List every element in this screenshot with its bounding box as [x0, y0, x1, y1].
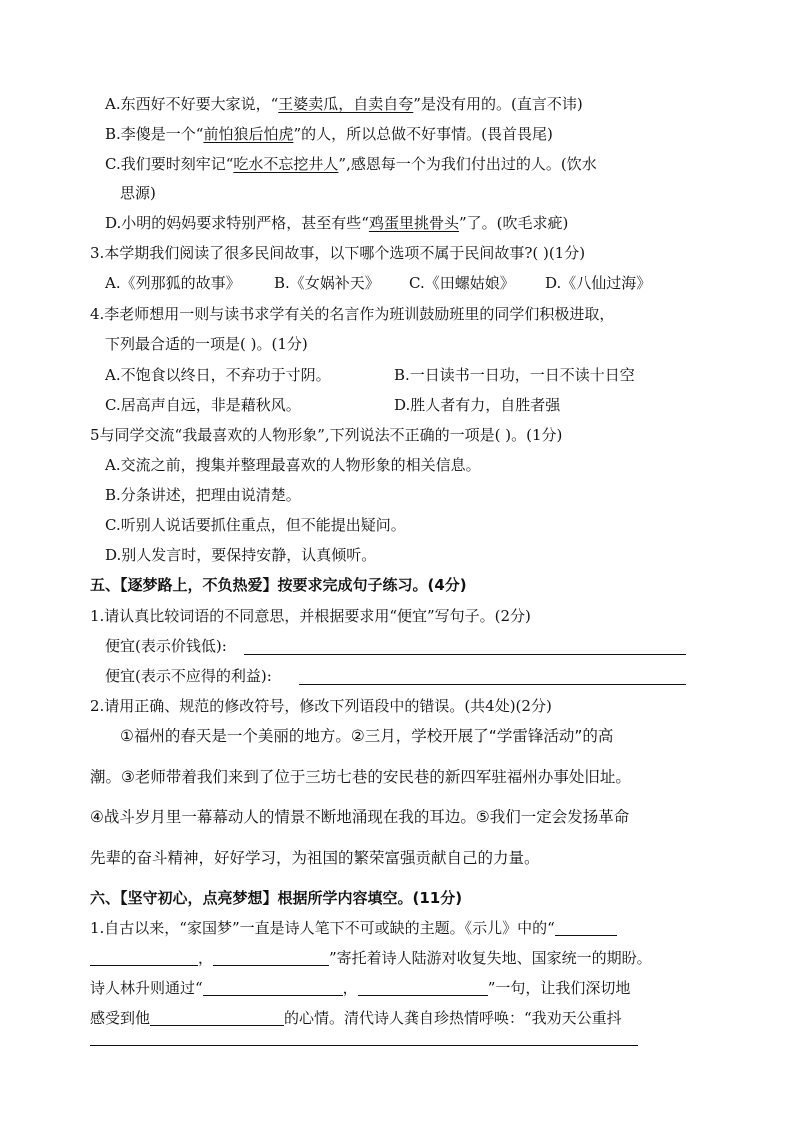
fill-blank-5[interactable]	[150, 1011, 284, 1026]
q2-b-underlined-phrase: 前怕狼后怕虎	[203, 125, 294, 143]
section6-q1-line2	[90, 951, 652, 966]
q4-stem-line1: 4.李老师想用一则与读书求学有关的名言作为班训鼓励班里的同学们积极进取，	[90, 305, 615, 323]
q2-c-continuation: 思源)	[120, 184, 156, 202]
q2-a-underlined-phrase: 王婆卖瓜，自卖自夸	[278, 95, 414, 113]
q3-stem: 3.本学期我们阅读了很多民间故事，以下哪个选项不属于民间故事?( )(1分)	[90, 244, 586, 262]
q5-stem: 5与同学交流“我最喜欢的人物形象”,下列说法不正确的一项是( )。(1分)	[90, 426, 563, 444]
section5-q1b-answer-line[interactable]	[299, 684, 686, 685]
section6-l3-text-c: ”一句，让我们深切地	[487, 979, 631, 997]
section5-paragraph-line2: 潮。③老师带着我们来到了位于三坊七巷的安民巷的新四军驻福州办事处旧址。	[90, 768, 631, 786]
section5-paragraph-line1: ①福州的春天是一个美丽的地方。②三月，学校开展了“学雷锋活动”的高	[120, 727, 614, 745]
fill-blank-2[interactable]	[213, 951, 329, 966]
section6-q1-line4	[90, 1011, 622, 1026]
section6-l3-text-a: 诗人林升则通过“	[90, 979, 203, 997]
q5-option-c: C.听别人说话要抓住重点，但不能提出疑问。	[105, 516, 406, 534]
q2-b-pre: B.李傻是一个“	[105, 125, 204, 143]
q2-c-post: ”,感恩每一个为我们付出过的人。(饮水	[338, 155, 597, 173]
q2-a-pre: A.东西好不好要大家说，“	[105, 95, 279, 113]
section6-l2-text: ”寄托着诗人陆游对收复失地、国家统一的期盼。	[329, 949, 652, 967]
q2-option-c	[105, 157, 597, 172]
section5-paragraph-line3: ④战斗岁月里一幕幕动人的情景不断地涌现在我的耳边。⑤我们一定会发扬革命	[90, 808, 630, 826]
section5-q1-stem: 1.请认真比较词语的不同意思，并根据要求用“便宜”写句子。(2分)	[90, 607, 531, 625]
section6-title: 六、【坚守初心，点亮梦想】根据所学内容填空。(11分)	[90, 889, 463, 907]
fill-blank-6[interactable]	[90, 1045, 638, 1046]
q4-stem-line2: 下列最合适的一项是( )。(1分)	[105, 335, 308, 353]
section5-q1b-label: 便宜(表示不应得的利益):	[105, 667, 272, 685]
q4-option-d: D.胜人者有力，自胜者强	[394, 396, 561, 414]
section6-q1-line3	[90, 981, 630, 996]
q4-option-a: A.不饱食以终日，不弃功于寸阴。	[105, 366, 331, 384]
section6-q1-line1	[90, 921, 617, 936]
q4-option-b: B.一日读书一日功，一日不读十日空	[394, 366, 635, 384]
section5-q2-stem: 2.请用正确、规范的修改符号，修改下列语段中的错误。(共4处)(2分)	[90, 697, 552, 715]
q2-c-pre: C.我们要时刻牢记“	[105, 155, 234, 173]
section6-l3-comma: ，	[342, 979, 358, 997]
section6-l2-comma: ，	[198, 949, 214, 967]
q2-c-underlined-phrase: 吃水不忘挖井人	[233, 155, 339, 173]
q2-b-post: ”的人，所以总做不好事情。(畏首畏尾)	[293, 125, 553, 143]
q2-a-post: ”是没有用的。(直言不讳)	[413, 95, 583, 113]
q2-d-underlined-phrase: 鸡蛋里挑骨头	[368, 214, 459, 232]
section5-q1a-answer-line[interactable]	[244, 654, 686, 655]
q2-d-pre: D.小明的妈妈要求特别严格，甚至有些“	[105, 214, 369, 232]
section5-q1a-label: 便宜(表示价钱低):	[105, 637, 227, 655]
q5-option-d: D.别人发言时，要保持安静，认真倾听。	[105, 546, 377, 564]
section5-paragraph-line4: 先辈的奋斗精神，好好学习，为祖国的繁荣富强贡献自己的力量。	[90, 849, 540, 867]
q2-d-post: ”了。(吹毛求疵)	[458, 214, 569, 232]
q3-option-a: A.《列那狐的故事》	[105, 274, 241, 292]
q2-option-b	[105, 127, 553, 142]
q4-option-c: C.居高声自远，非是藉秋风。	[105, 396, 301, 414]
fill-blank-3[interactable]	[203, 981, 343, 996]
section6-l4-text-a: 感受到他	[90, 1009, 151, 1027]
section6-l4-text-b: 的心情。清代诗人龚自珍热情呼唤：“我劝天公重抖	[284, 1009, 622, 1027]
q2-option-d	[105, 216, 568, 231]
q5-option-a: A.交流之前，搜集并整理最喜欢的人物形象的相关信息。	[105, 456, 481, 474]
q3-option-b: B.《女娲补天》	[274, 274, 380, 292]
fill-blank-1-cont[interactable]	[90, 951, 198, 966]
section5-title: 五、【逐梦路上，不负热爱】按要求完成句子练习。(4分)	[90, 576, 467, 594]
section6-l1-text: 1.自古以来，“家国梦”一直是诗人笔下不可或缺的主题。《示儿》中的“	[90, 919, 555, 937]
q2-option-a	[105, 97, 583, 112]
q5-option-b: B.分条讲述，把理由说清楚。	[105, 486, 301, 504]
q3-option-c: C.《田螺姑娘》	[409, 274, 515, 292]
fill-blank-4[interactable]	[358, 981, 488, 996]
fill-blank-1[interactable]	[555, 921, 617, 936]
q3-option-d: D.《八仙过海》	[545, 274, 652, 292]
